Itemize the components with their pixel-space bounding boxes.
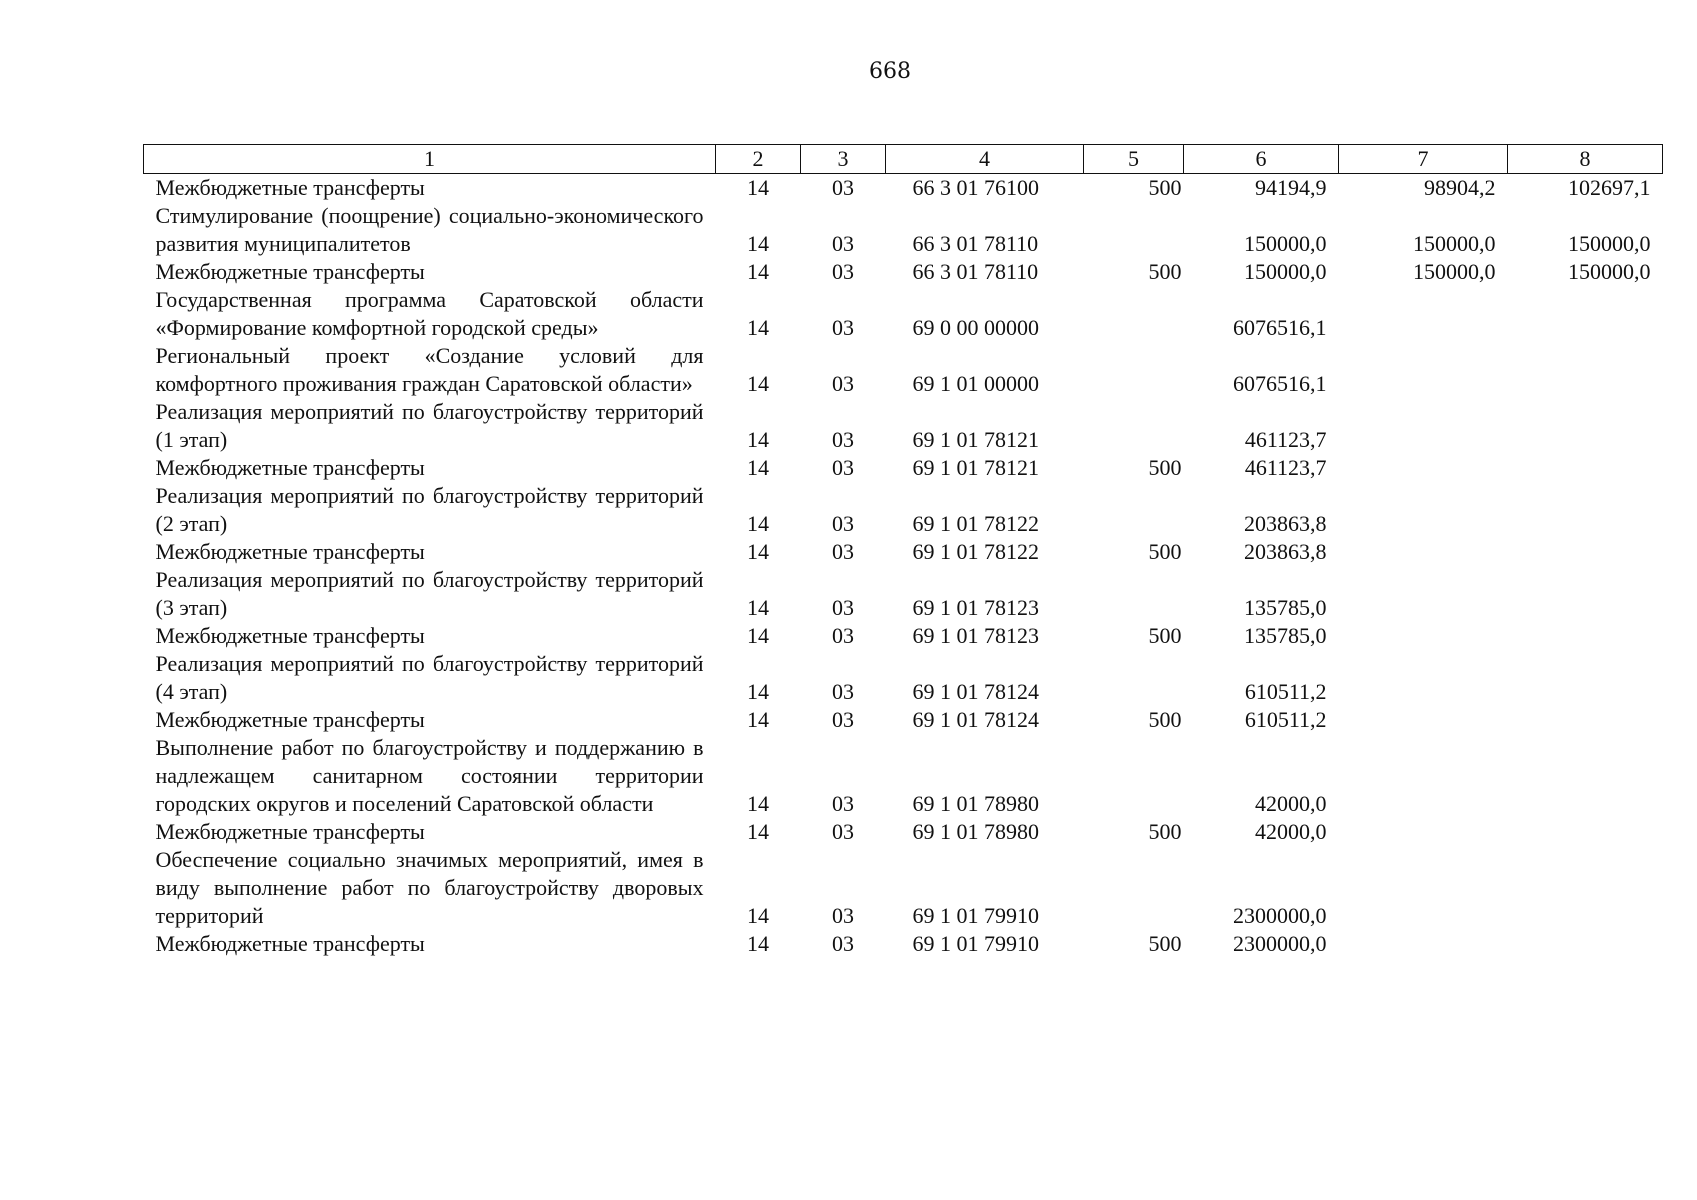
target-article-code: 69 1 01 00000 — [912, 371, 1039, 396]
amount-year-3 — [1508, 818, 1663, 846]
expense-type-code — [1084, 342, 1184, 398]
row-description: Межбюджетные трансферты — [155, 931, 425, 956]
section-code: 14 — [747, 315, 769, 340]
table-row — [144, 286, 1663, 342]
column-header: 1 — [144, 145, 716, 174]
table-row — [144, 734, 1663, 818]
expense-type-code — [1084, 286, 1184, 342]
subsection-code: 03 — [832, 175, 854, 200]
amount-year-1: 461123,7 — [1244, 427, 1327, 452]
row-description: Межбюджетные трансферты — [155, 819, 425, 844]
subsection-code: 03 — [832, 371, 854, 396]
amount-year-1: 461123,7 — [1244, 455, 1327, 480]
section-code: 14 — [747, 707, 769, 732]
subsection-code: 03 — [832, 511, 854, 536]
row-description: Межбюджетные трансферты — [155, 707, 425, 732]
expense-type-code — [1084, 398, 1184, 454]
amount-year-1: 610511,2 — [1244, 679, 1327, 704]
table-row — [144, 930, 1663, 958]
header-row — [144, 145, 1663, 174]
amount-year-1: 135785,0 — [1244, 595, 1327, 620]
subsection-code: 03 — [832, 231, 854, 256]
row-description: Стимулирование (поощрение) социально-экономического развития муниципалитетов — [155, 203, 704, 256]
amount-year-1: 42000,0 — [1255, 791, 1327, 816]
column-header: 4 — [886, 145, 1084, 174]
column-header: 5 — [1084, 145, 1184, 174]
section-code: 14 — [747, 455, 769, 480]
amount-year-1: 2300000,0 — [1233, 931, 1327, 956]
column-header: 3 — [801, 145, 886, 174]
amount-year-2 — [1339, 286, 1508, 342]
table-row — [144, 258, 1663, 286]
expense-type-code: 500 — [1148, 175, 1182, 200]
amount-year-2 — [1339, 622, 1508, 650]
table-row — [144, 342, 1663, 398]
table-row — [144, 706, 1663, 734]
target-article-code: 69 1 01 78124 — [912, 679, 1039, 704]
target-article-code: 66 3 01 78110 — [912, 259, 1039, 284]
amount-year-3 — [1508, 342, 1663, 398]
expense-type-code — [1084, 566, 1184, 622]
expense-type-code — [1084, 846, 1184, 930]
expense-type-code: 500 — [1148, 623, 1182, 648]
row-description: Межбюджетные трансферты — [155, 259, 425, 284]
target-article-code: 69 0 00 00000 — [912, 315, 1039, 340]
amount-year-3 — [1508, 706, 1663, 734]
section-code: 14 — [747, 931, 769, 956]
column-header: 8 — [1508, 145, 1663, 174]
table-row — [144, 818, 1663, 846]
target-article-code: 69 1 01 78121 — [912, 455, 1039, 480]
row-description: Государственная программа Саратовской области «Формирование комфортной городской среды» — [155, 287, 704, 340]
amount-year-3: 102697,1 — [1568, 175, 1651, 200]
section-code: 14 — [747, 623, 769, 648]
expense-type-code — [1084, 202, 1184, 258]
row-description: Межбюджетные трансферты — [155, 623, 425, 648]
expense-type-code: 500 — [1148, 707, 1182, 732]
subsection-code: 03 — [832, 819, 854, 844]
section-code: 14 — [747, 231, 769, 256]
amount-year-3 — [1508, 734, 1663, 818]
target-article-code: 69 1 01 78980 — [912, 819, 1039, 844]
table-row — [144, 846, 1663, 930]
section-code: 14 — [747, 903, 769, 928]
section-code: 14 — [747, 595, 769, 620]
amount-year-3: 150000,0 — [1568, 259, 1651, 284]
expense-type-code: 500 — [1148, 455, 1182, 480]
amount-year-3 — [1508, 454, 1663, 482]
section-code: 14 — [747, 791, 769, 816]
row-description: Реализация мероприятий по благоустройству территорий (3 этап) — [155, 567, 704, 620]
subsection-code: 03 — [832, 315, 854, 340]
amount-year-2 — [1339, 846, 1508, 930]
amount-year-2 — [1339, 454, 1508, 482]
amount-year-1: 6076516,1 — [1233, 315, 1327, 340]
table-row — [144, 538, 1663, 566]
amount-year-1: 610511,2 — [1244, 707, 1327, 732]
subsection-code: 03 — [832, 679, 854, 704]
row-description: Обеспечение социально значимых мероприятий, имея в виду выполнение работ по благоустройству дворовых территорий — [155, 847, 704, 928]
amount-year-1: 203863,8 — [1244, 539, 1327, 564]
section-code: 14 — [747, 371, 769, 396]
subsection-code: 03 — [832, 455, 854, 480]
subsection-code: 03 — [832, 623, 854, 648]
target-article-code: 69 1 01 78980 — [912, 791, 1039, 816]
amount-year-1: 94194,9 — [1255, 175, 1327, 200]
target-article-code: 66 3 01 78110 — [912, 231, 1039, 256]
section-code: 14 — [747, 175, 769, 200]
amount-year-1: 2300000,0 — [1233, 903, 1327, 928]
table-row — [144, 622, 1663, 650]
table-row — [144, 566, 1663, 622]
expense-type-code: 500 — [1148, 931, 1182, 956]
expense-type-code — [1084, 482, 1184, 538]
amount-year-2 — [1339, 482, 1508, 538]
amount-year-1: 6076516,1 — [1233, 371, 1327, 396]
amount-year-2: 150000,0 — [1413, 259, 1496, 284]
amount-year-1: 150000,0 — [1244, 259, 1327, 284]
subsection-code: 03 — [832, 903, 854, 928]
amount-year-3 — [1508, 622, 1663, 650]
target-article-code: 69 1 01 78122 — [912, 539, 1039, 564]
page-number: 668 — [869, 59, 911, 84]
expense-type-code: 500 — [1148, 539, 1182, 564]
row-description: Региональный проект «Создание условий для комфортного проживания граждан Саратовской области» — [155, 343, 704, 396]
section-code: 14 — [747, 259, 769, 284]
amount-year-2 — [1339, 706, 1508, 734]
column-header: 6 — [1184, 145, 1339, 174]
row-description: Межбюджетные трансферты — [155, 175, 425, 200]
target-article-code: 69 1 01 78123 — [912, 623, 1039, 648]
amount-year-1: 203863,8 — [1244, 511, 1327, 536]
target-article-code: 69 1 01 78123 — [912, 595, 1039, 620]
subsection-code: 03 — [832, 707, 854, 732]
target-article-code: 66 3 01 76100 — [912, 175, 1039, 200]
subsection-code: 03 — [832, 791, 854, 816]
amount-year-3 — [1508, 566, 1663, 622]
amount-year-3 — [1508, 286, 1663, 342]
amount-year-2 — [1339, 538, 1508, 566]
amount-year-2 — [1339, 930, 1508, 958]
amount-year-3: 150000,0 — [1568, 231, 1651, 256]
amount-year-2 — [1339, 650, 1508, 706]
target-article-code: 69 1 01 79910 — [912, 931, 1039, 956]
amount-year-2: 150000,0 — [1413, 231, 1496, 256]
target-article-code: 69 1 01 78122 — [912, 511, 1039, 536]
amount-year-2 — [1339, 398, 1508, 454]
amount-year-2 — [1339, 566, 1508, 622]
column-header: 7 — [1339, 145, 1508, 174]
table-row — [144, 174, 1663, 203]
target-article-code: 69 1 01 79910 — [912, 903, 1039, 928]
budget-table — [143, 144, 1663, 958]
expense-type-code: 500 — [1148, 259, 1182, 284]
subsection-code: 03 — [832, 931, 854, 956]
subsection-code: 03 — [832, 427, 854, 452]
amount-year-3 — [1508, 930, 1663, 958]
row-description: Реализация мероприятий по благоустройству территорий (2 этап) — [155, 483, 704, 536]
subsection-code: 03 — [832, 595, 854, 620]
section-code: 14 — [747, 679, 769, 704]
amount-year-1: 135785,0 — [1244, 623, 1327, 648]
amount-year-3 — [1508, 846, 1663, 930]
column-header: 2 — [716, 145, 801, 174]
amount-year-1: 150000,0 — [1244, 231, 1327, 256]
expense-type-code — [1084, 734, 1184, 818]
amount-year-1: 42000,0 — [1255, 819, 1327, 844]
row-description: Межбюджетные трансферты — [155, 539, 425, 564]
row-description: Реализация мероприятий по благоустройству территорий (4 этап) — [155, 651, 704, 704]
row-description: Реализация мероприятий по благоустройству территорий (1 этап) — [155, 399, 704, 452]
amount-year-2 — [1339, 734, 1508, 818]
table-row — [144, 482, 1663, 538]
section-code: 14 — [747, 427, 769, 452]
amount-year-2 — [1339, 342, 1508, 398]
table-row — [144, 398, 1663, 454]
section-code: 14 — [747, 819, 769, 844]
amount-year-3 — [1508, 650, 1663, 706]
amount-year-3 — [1508, 538, 1663, 566]
amount-year-2 — [1339, 818, 1508, 846]
amount-year-2: 98904,2 — [1424, 175, 1496, 200]
target-article-code: 69 1 01 78124 — [912, 707, 1039, 732]
row-description: Выполнение работ по благоустройству и поддержанию в надлежащем санитарном состоянии территории городских округов и поселений Саратовской области — [155, 735, 704, 816]
subsection-code: 03 — [832, 259, 854, 284]
target-article-code: 69 1 01 78121 — [912, 427, 1039, 452]
section-code: 14 — [747, 511, 769, 536]
expense-type-code: 500 — [1148, 819, 1182, 844]
table-row — [144, 454, 1663, 482]
amount-year-3 — [1508, 482, 1663, 538]
table-row — [144, 202, 1663, 258]
row-description: Межбюджетные трансферты — [155, 455, 425, 480]
amount-year-3 — [1508, 398, 1663, 454]
subsection-code: 03 — [832, 539, 854, 564]
table-row — [144, 650, 1663, 706]
expense-type-code — [1084, 650, 1184, 706]
section-code: 14 — [747, 539, 769, 564]
